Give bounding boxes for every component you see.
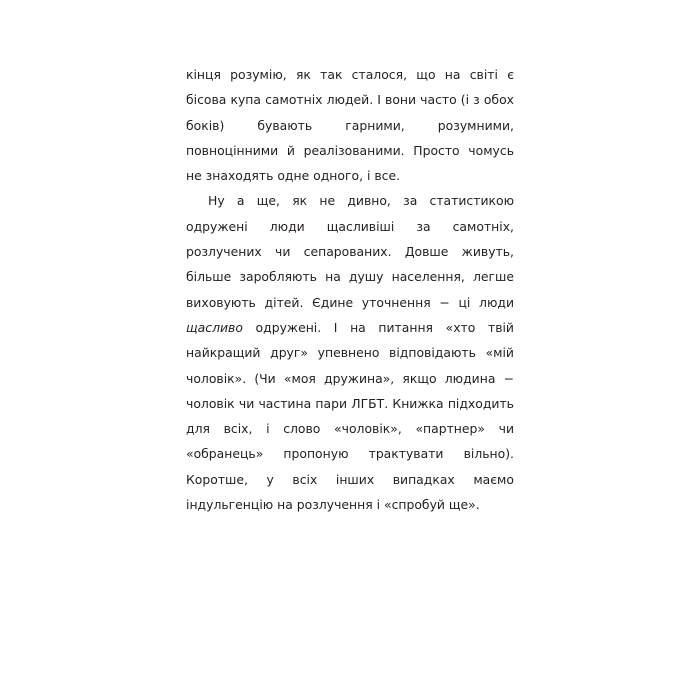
paragraph-2-text: Ну а ще, як не дивно, за статистикою одружені люди щасливіші за самотніх, розлучених чи сепарованих. Довше живуть, більше заробляють на душу населення, легше виховують дітей. Єдине уточнення − ці люди щасливо одружені. І на питання «хто твій найкращий друг» упевнено відповідають «мій чоловік». (Чи «моя дружина», якщо людина − чоловік чи частина пари ЛГБТ. Книжка підходить для всіх, і слово «чоловік», «партнер» чи «обранець» пропоную трактувати вільно). Коротше, у всіх інших випадках маємо індульгенцію на розлучення і «спробуй ще». bbox=[186, 193, 514, 513]
emphasized-word: щасливо bbox=[186, 319, 243, 335]
body-text-block bbox=[186, 62, 514, 517]
paragraph-1: кінця розумію, як так сталося, що на світі є бісова купа самотніх людей. І вони часто (і з обох боків) бувають гарними, розумними, повноцінними й реалізованими. Просто чомусь не знаходять одне одного, і все. bbox=[186, 67, 514, 184]
paragraph-2 bbox=[186, 188, 514, 517]
